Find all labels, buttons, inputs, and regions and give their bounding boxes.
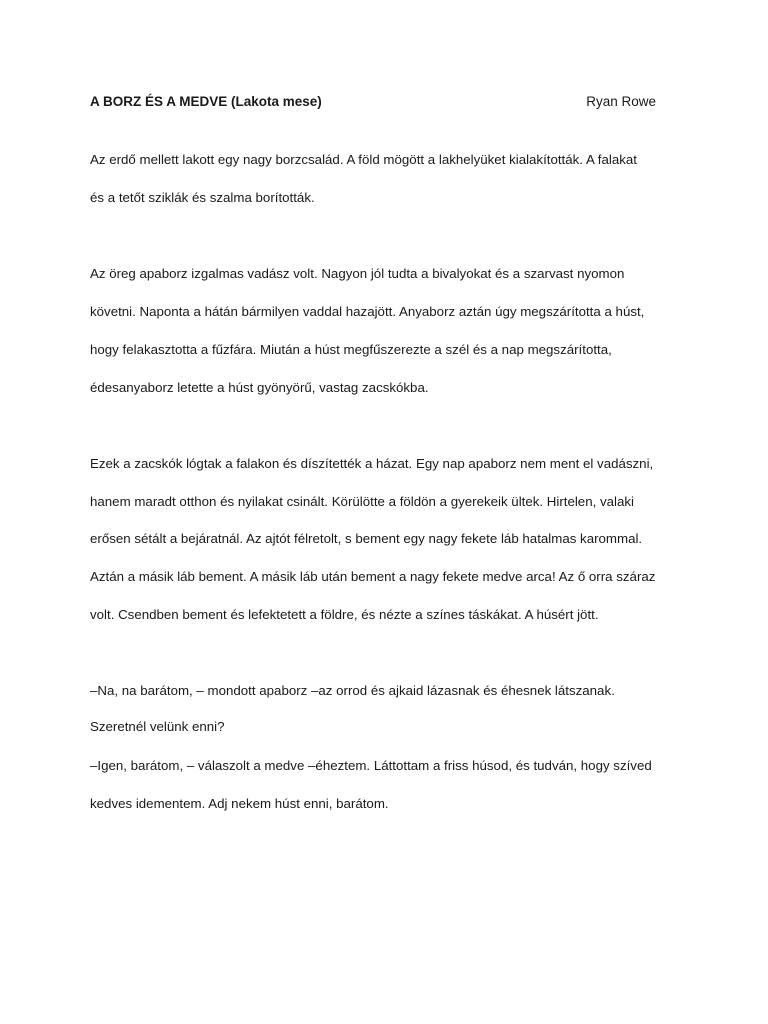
author-name: Ryan Rowe	[586, 94, 656, 109]
paragraph-4-line-4: kedves idementem. Adj nekem húst enni, barátom.	[90, 796, 389, 811]
paragraph-3-line-5: volt. Csendben bement és lefektetett a földre, és nézte a színes táskákat. A húsért jött.	[90, 607, 599, 622]
paragraph-3-line-1: Ezek a zacskók lógtak a falakon és díszítették a házat. Egy nap apaborz nem ment el vadászni,	[90, 456, 654, 471]
paragraph-2-line-2: követni. Naponta a hátán bármilyen vaddal hazajött. Anyaborz aztán úgy megszárította a húst,	[90, 304, 645, 319]
paragraph-4-line-3: –Igen, barátom, – válaszolt a medve –éheztem. Láttottam a friss húsod, és tudván, hogy szíved	[90, 758, 652, 773]
paragraph-1-line-1: Az erdő mellett lakott egy nagy borzcsalád. A föld mögött a lakhelyüket kialakították. A falakat	[90, 152, 637, 167]
paragraph-1-line-2: és a tetőt sziklák és szalma borították.	[90, 190, 315, 205]
paragraph-3-line-4: Aztán a másik láb bement. A másik láb után bement a nagy fekete medve arca! Az ő orra száraz	[90, 569, 656, 584]
paragraph-2-line-1: Az öreg apaborz izgalmas vadász volt. Nagyon jól tudta a bivalyokat és a szarvast nyomon	[90, 266, 625, 281]
paragraph-2-line-3: hogy felakasztotta a fűzfára. Miután a húst megfűszerezte a szél és a nap megszárította,	[90, 342, 612, 357]
document-header	[90, 94, 670, 114]
paragraph-3-line-2: hanem maradt otthon és nyilakat csinált. Körülötte a földön a gyerekeik ültek. Hirtelen, valaki	[90, 494, 634, 509]
paragraph-2-line-4: édesanyaborz letette a húst gyönyörű, vastag zacskókba.	[90, 380, 429, 395]
paragraph-4-line-1: –Na, na barátom, – mondott apaborz –az orrod és ajkaid lázasnak és éhesnek látszanak.	[90, 683, 615, 698]
story-title: A BORZ ÉS A MEDVE (Lakota mese)	[90, 94, 322, 109]
paragraph-4-line-2: Szeretnél velünk enni?	[90, 719, 225, 734]
paragraph-3-line-3: erősen sétált a bejáratnál. Az ajtót félretolt, s bement egy nagy fekete láb hatalmas karommal.	[90, 531, 643, 546]
